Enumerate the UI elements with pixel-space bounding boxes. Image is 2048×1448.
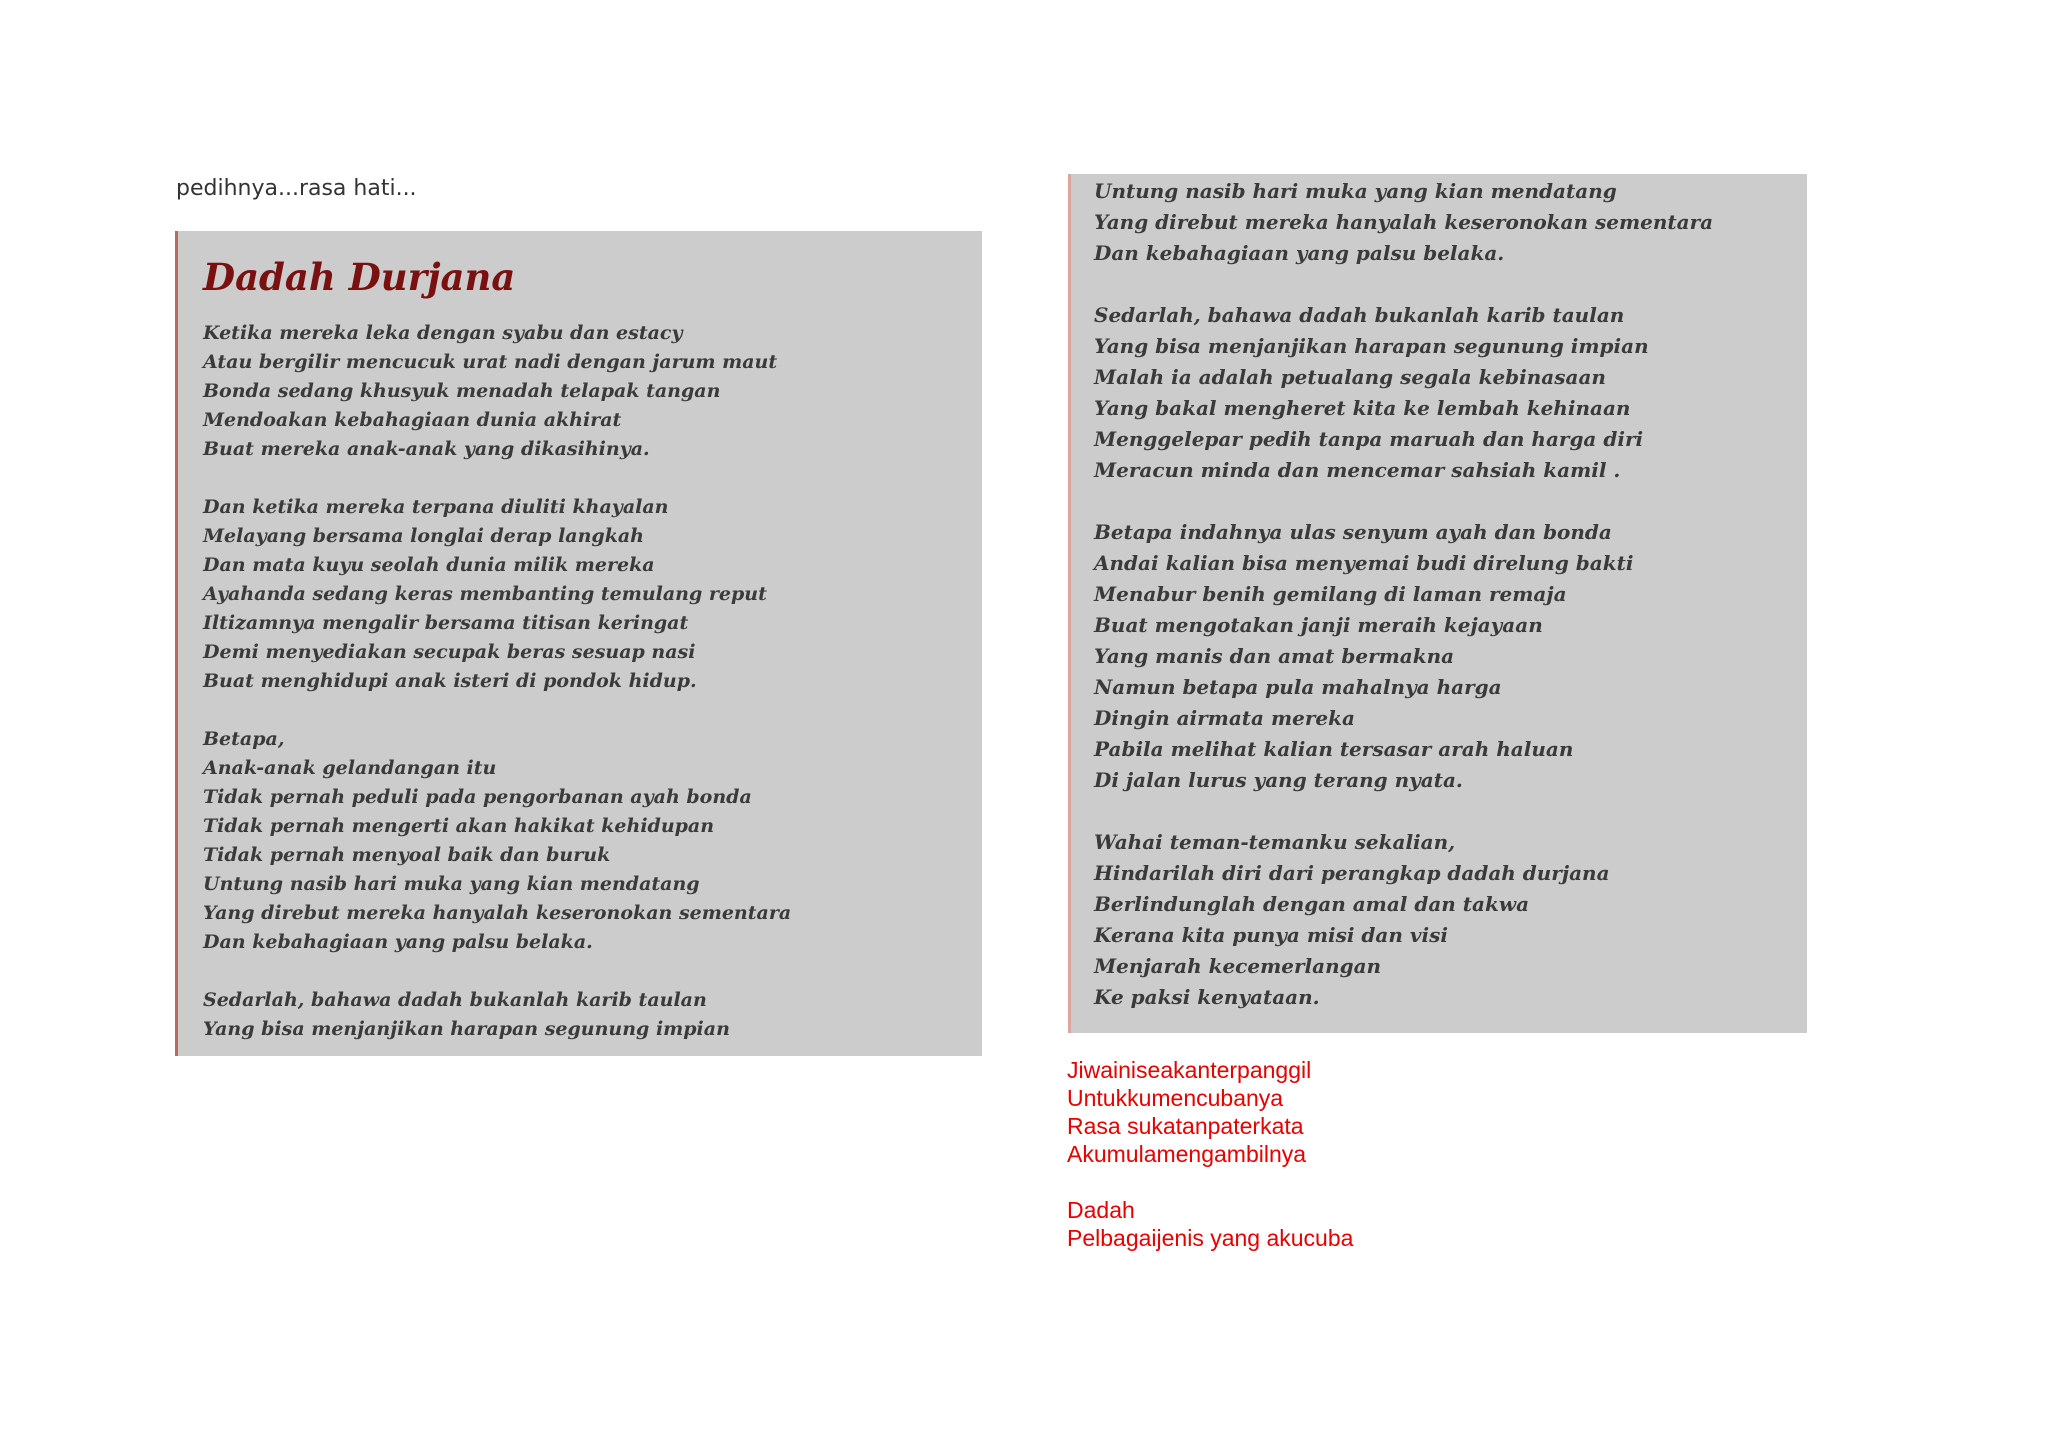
poem-line: Ayahanda sedang keras membanting temulang reput: [203, 583, 767, 606]
stanza: [203, 986, 982, 1044]
poem-line: Dingin airmata mereka: [1094, 706, 1355, 730]
poem-body-right: [1094, 176, 1807, 1013]
poem-line: Kerana kita punya misi dan visi: [1094, 923, 1448, 947]
poem-line: Yang bisa menjanjikan harapan segunung impian: [203, 1018, 730, 1041]
poem-line: Yang direbut mereka hanyalah keseronokan sementara: [203, 902, 792, 925]
stanza: [1094, 827, 1807, 1013]
stanza: [1067, 1056, 1353, 1168]
poem-line: Berlindunglah dengan amal dan takwa: [1094, 892, 1530, 916]
poem-line: Tidak pernah menyoal baik dan buruk: [203, 844, 611, 867]
poem-line: Di jalan lurus yang terang nyata.: [1094, 768, 1463, 792]
poem-line: Hindarilah diri dari perangkap dadah durjana: [1094, 861, 1610, 885]
poem-line: Untung nasib hari muka yang kian mendatang: [1094, 179, 1617, 203]
poem-line: Ketika mereka leka dengan syabu dan estacy: [203, 322, 683, 345]
poem-line: Dan kebahagiaan yang palsu belaka.: [203, 931, 593, 954]
poem-line: Namun betapa pula mahalnya harga: [1094, 675, 1502, 699]
note-line: Pelbagaijenis yang akucuba: [1067, 1225, 1354, 1251]
poem-line: Betapa,: [203, 728, 285, 751]
poem-line: Tidak pernah mengerti akan hakikat kehidupan: [203, 815, 715, 838]
poem-line: Dan kebahagiaan yang palsu belaka.: [1094, 241, 1505, 265]
stanza: [1094, 176, 1807, 269]
poem-line: Mendoakan kebahagiaan dunia akhirat: [203, 409, 622, 432]
poem-line: Dan ketika mereka terpana diuliti khayalan: [203, 496, 669, 519]
note-line: Rasa sukatanpaterkata: [1067, 1113, 1304, 1139]
stanza: [1094, 517, 1807, 796]
poem-line: Pabila melihat kalian tersasar arah haluan: [1094, 737, 1574, 761]
poem-image-right: [1068, 174, 1807, 1033]
poem-line: Tidak pernah peduli pada pengorbanan ayah bonda: [203, 786, 752, 809]
stanza: [203, 725, 982, 957]
poem-line: Bonda sedang khusyuk menadah telapak tangan: [203, 380, 721, 403]
note-line: Akumulamengambilnya: [1067, 1141, 1307, 1167]
poem-line: Yang bakal mengheret kita ke lembah kehinaan: [1094, 396, 1631, 420]
red-note: [1067, 1056, 1353, 1280]
poem-line: Yang bisa menjanjikan harapan segunung impian: [1094, 334, 1649, 358]
poem-line: Menjarah kecemerlangan: [1094, 954, 1382, 978]
poem-line: Untung nasib hari muka yang kian mendatang: [203, 873, 700, 896]
poem-line: Sedarlah, bahawa dadah bukanlah karib taulan: [1094, 303, 1625, 327]
poem-line: Atau bergilir mencucuk urat nadi dengan jarum maut: [203, 351, 778, 374]
poem-line: Wahai teman-temanku sekalian,: [1094, 830, 1456, 854]
poem-line: Melayang bersama longlai derap langkah: [203, 525, 644, 548]
stanza: [1067, 1196, 1353, 1252]
poem-line: Buat mereka anak-anak yang dikasihinya.: [203, 438, 650, 461]
note-line: Untukkumencubanya: [1067, 1085, 1284, 1111]
poem-line: Anak-anak gelandangan itu: [203, 757, 497, 780]
poem-line: Yang manis dan amat bermakna: [1094, 644, 1455, 668]
note-line: Dadah: [1067, 1197, 1135, 1223]
note-line: Jiwainiseakanterpanggil: [1067, 1057, 1312, 1083]
poem-line: Dan mata kuyu seolah dunia milik mereka: [203, 554, 655, 577]
stanza: [203, 319, 982, 464]
poem-line: Demi menyediakan secupak beras sesuap nasi: [203, 641, 696, 664]
poem-image-left: [175, 231, 982, 1056]
poem-line: Buat mengotakan janji meraih kejayaan: [1094, 613, 1543, 637]
poem-line: Meracun minda dan mencemar sahsiah kamil .: [1094, 458, 1621, 482]
stanza: [1094, 300, 1807, 486]
poem-line: Iltizamnya mengalir bersama titisan keringat: [203, 612, 689, 635]
poem-line: Menggelepar pedih tanpa maruah dan harga diri: [1094, 427, 1644, 451]
page-caption: pedihnya...rasa hati...: [176, 176, 417, 201]
poem-line: Yang direbut mereka hanyalah keseronokan sementara: [1094, 210, 1714, 234]
poem-line: Betapa indahnya ulas senyum ayah dan bonda: [1094, 520, 1612, 544]
poem-line: Buat menghidupi anak isteri di pondok hidup.: [203, 670, 697, 693]
poem-title: Dadah Durjana: [203, 255, 516, 299]
stanza: [203, 493, 982, 696]
poem-line: Sedarlah, bahawa dadah bukanlah karib taulan: [203, 989, 707, 1012]
poem-body-left: [203, 319, 982, 1044]
poem-line: Malah ia adalah petualang segala kebinasaan: [1094, 365, 1606, 389]
poem-line: Menabur benih gemilang di laman remaja: [1094, 582, 1567, 606]
poem-line: Andai kalian bisa menyemai budi direlung bakti: [1094, 551, 1634, 575]
poem-line: Ke paksi kenyataan.: [1094, 985, 1320, 1009]
